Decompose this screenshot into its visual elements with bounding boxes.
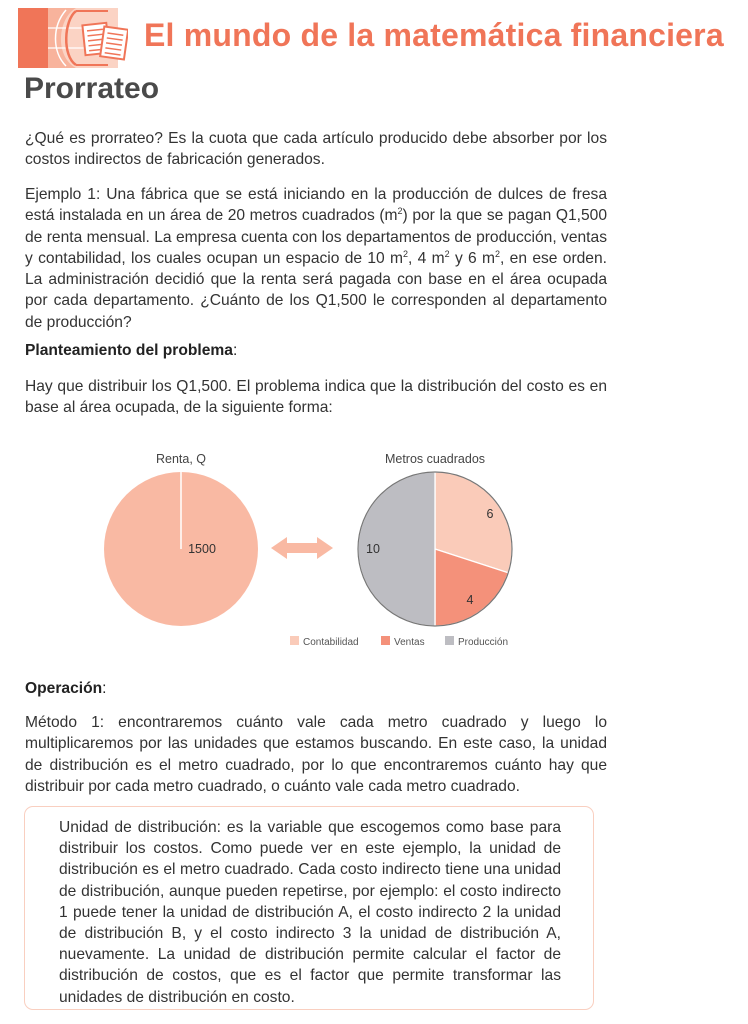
data-label: 6 xyxy=(486,507,494,521)
chart-legend xyxy=(290,636,508,648)
pie-chart-metros xyxy=(358,452,512,626)
intro-paragraph: ¿Qué es prorrateo? Es la cuota que cada artículo producido debe absorber por los costos indirectos de fabricación generados. xyxy=(25,130,607,169)
superscript: 2 xyxy=(495,248,501,259)
pie-charts xyxy=(95,445,555,660)
heading-colon: : xyxy=(102,680,107,697)
definition-note-box xyxy=(24,806,594,1010)
legend-swatch xyxy=(290,636,299,645)
globe-documents-icon xyxy=(18,8,128,68)
example-paragraph xyxy=(25,184,607,333)
legend-swatch xyxy=(445,636,454,645)
example-text-5: , en ese orden. La administración decidió que la renta será pagada con base en el área ocupada por cada departamento. ¿Cuánto de los Q1,500 le corresponden al departamento de producción? xyxy=(25,249,607,331)
header xyxy=(18,8,738,68)
header-title: El mundo de la matemática financiera xyxy=(144,17,724,53)
pie-chart-renta xyxy=(104,452,258,626)
operacion-heading-text: Operación xyxy=(25,680,103,697)
charts-svg xyxy=(95,445,555,660)
example-text-1: Ejemplo 1: Una fábrica que se está iniciando en la producción de dulces de fresa está instalada en un área de 20 metros cuadrados (m xyxy=(25,186,607,225)
legend-label: Contabilidad xyxy=(303,637,359,648)
planteamiento-heading xyxy=(25,342,237,360)
legend-swatch xyxy=(381,636,390,645)
data-label: 10 xyxy=(366,542,380,556)
superscript: 2 xyxy=(403,248,409,259)
legend-label: Producción xyxy=(458,637,509,648)
page-title: Prorrateo xyxy=(24,72,160,105)
data-label: 4 xyxy=(466,593,474,607)
operacion-paragraph: Método 1: encontraremos cuánto vale cada metro cuadrado y luego lo multiplicaremos por las unidades que estamos buscando. En este caso, la unidad de distribución es el metro cuadrado, por lo que encontraremos cuánto hay que distribuir por cada metro cuadrado, o cuánto vale cada metro cuadrado. xyxy=(25,714,607,795)
superscript: 2 xyxy=(397,206,403,217)
chart-title: Metros cuadrados xyxy=(384,452,486,466)
data-label: 1500 xyxy=(188,542,216,556)
planteamiento-heading-text: Planteamiento del problema xyxy=(25,342,233,359)
superscript: 2 xyxy=(444,248,450,259)
heading-colon: : xyxy=(232,342,238,359)
operacion-heading xyxy=(25,680,106,698)
example-text-3: , 4 m xyxy=(408,249,445,267)
chart-title: Renta, Q xyxy=(155,452,207,466)
legend-label: Ventas xyxy=(394,637,425,648)
double-arrow-icon xyxy=(271,537,333,559)
example-text-2: ) por la que se pagan Q1,500 de renta mensual. La empresa cuenta con los departamentos de producción, ventas y contabilidad, los cuales ocupan un espacio de 10 m xyxy=(25,207,607,267)
example-text-4: y 6 m xyxy=(449,249,496,267)
definition-note-text: Unidad de distribución: es la variable que escogemos como base para distribuir los costos. Como puede ver en este ejemplo, la unidad de distribución es el metro cuadrado. Cada costo indirecto tiene una unidad de distribución, aunque pueden repetirse, por ejemplo: el costo indirecto 1 puede tener la unidad de distribución A, el costo indirecto 2 la unidad de distribución B, y el costo indirecto 3 la unidad de distribución A, nuevamente. La unidad de distribución permite calcular el factor de distribución de costos, que es el factor que permite transformar las unidades de distribución en costo. xyxy=(59,819,561,1006)
planteamiento-paragraph: Hay que distribuir los Q1,500. El problema indica que la distribución del costo es en base al área ocupada, de la siguiente forma: xyxy=(25,378,607,417)
